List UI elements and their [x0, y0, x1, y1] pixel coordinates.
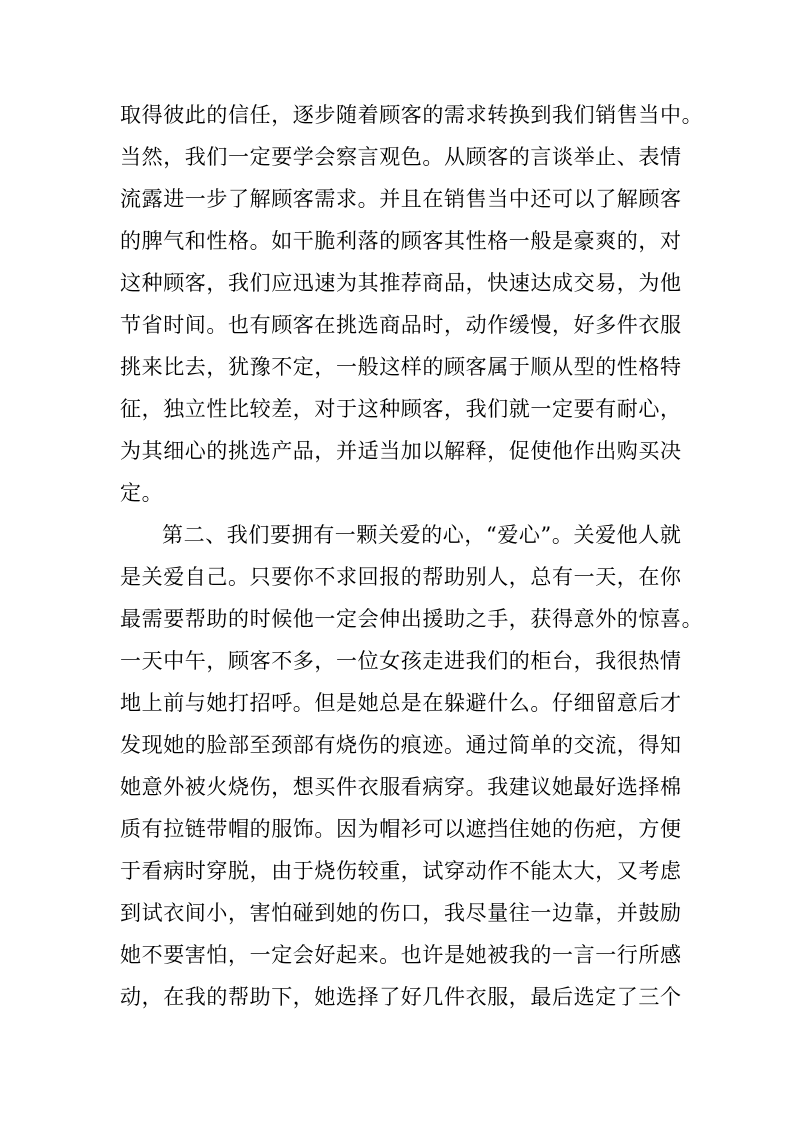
text-line: 是关爱自己。只要你不求回报的帮助别人，总有一天，在你: [120, 565, 682, 589]
text-line: 的脾气和性格。如干脆利落的顾客其性格一般是豪爽的，对: [120, 229, 682, 253]
text-line: 当然，我们一定要学会察言观色。从顾客的言谈举止、表情: [120, 145, 682, 169]
text-line: 流露进一步了解顾客需求。并且在销售当中还可以了解顾客: [120, 187, 682, 211]
text-line: 质有拉链带帽的服饰。因为帽衫可以遮挡住她的伤疤，方便: [120, 817, 682, 841]
text-line: 于看病时穿脱，由于烧伤较重，试穿动作不能太大，又考虑: [120, 859, 682, 883]
text-line: 定。: [120, 481, 164, 505]
text-line: 征，独立性比较差，对于这种顾客，我们就一定要有耐心，: [120, 397, 682, 421]
text-line: 最需要帮助的时候他一定会伸出援助之手，获得意外的惊喜。: [120, 607, 704, 631]
text-line: 为其细心的挑选产品，并适当加以解释，促使他作出购买决: [120, 439, 682, 463]
text-line: 一天中午，顾客不多，一位女孩走进我们的柜台，我很热情: [120, 649, 682, 673]
text-line: 这种顾客，我们应迅速为其推荐商品，快速达成交易，为他: [120, 271, 682, 295]
text-line: 挑来比去，犹豫不定，一般这样的顾客属于顺从型的性格特: [120, 355, 682, 379]
text-line: 取得彼此的信任，逐步随着顾客的需求转换到我们销售当中。: [120, 103, 704, 127]
text-line: 她意外被火烧伤，想买件衣服看病穿。我建议她最好选择棉: [120, 775, 682, 799]
text-line: 节省时间。也有顾客在挑选商品时，动作缓慢，好多件衣服: [120, 313, 682, 337]
text-line: 地上前与她打招呼。但是她总是在躲避什么。仔细留意后才: [120, 691, 682, 715]
text-line: 动，在我的帮助下，她选择了好几件衣服，最后选定了三个: [120, 985, 682, 1009]
text-line: 她不要害怕，一定会好起来。也许是她被我的一言一行所感: [120, 943, 682, 967]
paragraph-start-line: 第二、我们要拥有一颗关爱的心，“爱心”。关爱他人就: [162, 523, 682, 547]
text-line: 到试衣间小，害怕碰到她的伤口，我尽量往一边靠，并鼓励: [120, 901, 682, 925]
text-line: 发现她的脸部至颈部有烧伤的痕迹。通过简单的交流，得知: [120, 733, 682, 757]
